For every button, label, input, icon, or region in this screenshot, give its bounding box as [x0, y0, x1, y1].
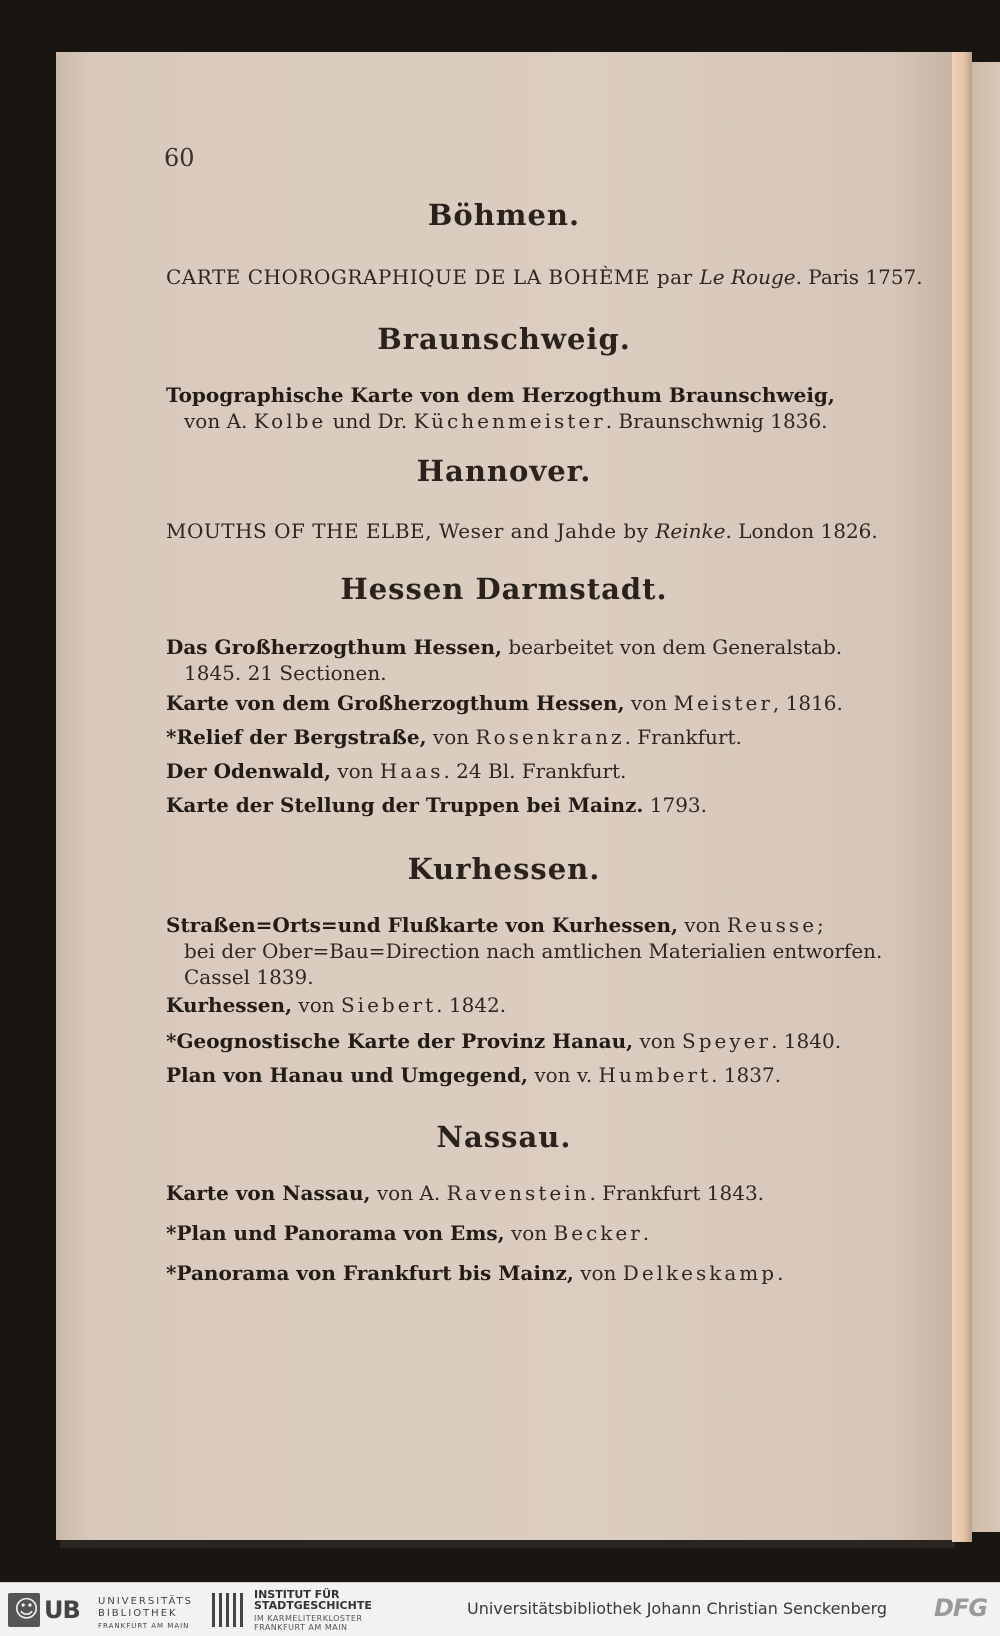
entry-text: . Frankfurt 1843.: [589, 1181, 765, 1205]
entry: [166, 634, 936, 686]
entry-text: .: [642, 1221, 650, 1245]
entry-text: von A.: [184, 409, 254, 433]
entry-text: Karte von dem Großherzogthum Hessen,: [166, 691, 625, 715]
entry-text: Kurhessen,: [166, 993, 293, 1017]
columns-icon: [210, 1589, 246, 1631]
entry-line: [166, 1261, 783, 1285]
isg-logo[interactable]: [210, 1589, 400, 1633]
entry: [166, 724, 936, 750]
isg-line1: INSTITUT FÜR: [254, 1588, 340, 1601]
entry-text: Ravenstein: [446, 1181, 590, 1205]
entry-text: . 1840.: [771, 1029, 842, 1053]
entry: [166, 382, 936, 434]
entry-text: . 1842.: [436, 993, 507, 1017]
dfg-logo[interactable]: DFG: [934, 1594, 988, 1622]
entry-text: Karte von Nassau,: [166, 1181, 371, 1205]
entry-text: von: [292, 993, 341, 1017]
entry-text: und Dr.: [326, 409, 414, 433]
entry-line: [166, 265, 923, 289]
isg-line3: IM KARMELITERKLOSTER: [254, 1614, 363, 1623]
entry-continuation: [166, 964, 936, 990]
section-title-kurhessen: Kurhessen.: [407, 852, 601, 886]
ub-line2: BIBLIOTHEK: [98, 1608, 178, 1619]
entry-text: . Paris 1757.: [795, 265, 923, 289]
entry-text: .: [777, 1261, 784, 1285]
section-title-boehmen: Böhmen.: [427, 198, 581, 232]
entry-text: *Relief der Bergstraße,: [166, 725, 427, 749]
section-title-hannover: Hannover.: [416, 454, 592, 488]
entry-line: [166, 1029, 841, 1053]
entry: [166, 690, 936, 716]
entry-text: Küchenmeister: [413, 409, 606, 433]
entry-text: *Plan und Panorama von Ems,: [166, 1221, 505, 1245]
isg-line4: FRANKFURT AM MAIN: [254, 1623, 348, 1632]
entry-text: MOUTHS OF THE ELBE, Weser and Jahde by: [166, 519, 656, 543]
entry-text: bei der Ober=Bau=Direction nach amtlichen Materialien entworfen.: [184, 939, 883, 963]
entry-text: . 24 Bl. Frankfurt.: [443, 759, 627, 783]
entry-continuation: [166, 408, 936, 434]
page-number: 60: [164, 144, 195, 172]
isg-title: [254, 1589, 372, 1611]
entry: [166, 264, 936, 290]
entry-line: [166, 1221, 649, 1245]
entry: [166, 1028, 936, 1054]
entry: [166, 992, 936, 1018]
ub-text: [98, 1596, 193, 1632]
entry-text: Das Großherzogthum Hessen,: [166, 635, 502, 659]
library-name: Universitätsbibliothek Johann Christian Senckenberg: [467, 1599, 888, 1618]
entry-text: von: [426, 725, 476, 749]
entry-line: [166, 913, 827, 937]
entry: [166, 758, 936, 784]
entry: [166, 518, 936, 544]
page-content: [56, 52, 952, 1540]
isg-subtitle: [254, 1614, 363, 1632]
entry-text: . Braunschwnig 1836.: [605, 409, 828, 433]
entry-text: Reinke: [655, 519, 726, 543]
entry-text: Siebert: [340, 993, 437, 1017]
entry-continuation: [166, 938, 936, 964]
entry-text: Topographische Karte von dem Herzogthum Braunschweig,: [166, 383, 835, 407]
entry-text: CARTE CHOROGRAPHIQUE DE LA BOHÈME par: [166, 265, 700, 289]
entry-text: Humbert: [598, 1063, 712, 1087]
entry-text: Rosenkranz: [475, 725, 625, 749]
entry-text: von v.: [527, 1063, 599, 1087]
entry-text: Reusse;: [726, 913, 827, 937]
ub-logo[interactable]: [8, 1593, 194, 1630]
entry-text: Delkeskamp: [622, 1261, 778, 1285]
ub-letters: UB: [44, 1596, 80, 1624]
entry-line: [166, 1063, 781, 1087]
entry-line: [166, 635, 842, 659]
entry-text: von: [677, 913, 727, 937]
entry-text: von: [573, 1261, 623, 1285]
entry-line: [166, 793, 707, 817]
ub-line1: UNIVERSITÄTS: [98, 1596, 194, 1607]
ub-line3: FRANKFURT AM MAIN: [98, 1622, 190, 1630]
entry: [166, 792, 936, 818]
entry-text: Straßen=Orts=und Flußkarte von Kurhessen,: [166, 913, 678, 937]
entry-text: . London 1826.: [725, 519, 878, 543]
entry: [166, 1220, 936, 1246]
goethe-portrait-icon: ☺: [8, 1593, 40, 1627]
entry-text: von: [624, 691, 674, 715]
entry-text: Der Odenwald,: [166, 759, 331, 783]
entry-line: [166, 725, 742, 749]
entry-text: Becker: [553, 1221, 643, 1245]
entry-text: Kolbe: [253, 409, 327, 433]
entry-continuation: [166, 660, 936, 686]
entry-text: von A.: [370, 1181, 447, 1205]
entry-text: Speyer: [682, 1029, 772, 1053]
entry-text: Cassel 1839.: [184, 965, 314, 989]
entry-text: . 1837.: [711, 1063, 782, 1087]
page-edge: [952, 52, 972, 1542]
entry-text: Le Rouge: [699, 265, 796, 289]
entry-text: von: [633, 1029, 683, 1053]
entry-text: von: [504, 1221, 554, 1245]
book-page: [56, 52, 952, 1540]
entry: [166, 912, 936, 990]
footer-bar: [0, 1582, 1000, 1636]
entry-text: Karte der Stellung der Truppen bei Mainz.: [166, 793, 644, 817]
entry-line: [166, 519, 878, 543]
section-title-braunschweig: Braunschweig.: [377, 322, 631, 356]
entry-text: Meister: [673, 691, 773, 715]
entry-text: 1793.: [643, 793, 708, 817]
entry-text: 1845. 21 Sectionen.: [184, 661, 387, 685]
entry-text: *Panorama von Frankfurt bis Mainz,: [166, 1261, 574, 1285]
entry-text: bearbeitet von dem Generalstab.: [501, 635, 843, 659]
entry: [166, 1062, 936, 1088]
entry-line: [166, 759, 626, 783]
entry-text: . Frankfurt.: [624, 725, 742, 749]
entry-line: [166, 993, 506, 1017]
entry-text: , 1816.: [772, 691, 843, 715]
section-title-nassau: Nassau.: [436, 1120, 572, 1154]
entry: [166, 1180, 936, 1206]
entry-line: [166, 383, 835, 407]
entry-line: [166, 1181, 764, 1205]
entry-line: [166, 691, 843, 715]
entry-text: Plan von Hanau und Umgegend,: [166, 1063, 528, 1087]
entry: [166, 1260, 936, 1286]
section-title-hessen-darmstadt: Hessen Darmstadt.: [340, 572, 668, 606]
entry-text: *Geognostische Karte der Provinz Hanau,: [166, 1029, 634, 1053]
isg-line2: STADTGESCHICHTE: [254, 1599, 372, 1612]
entry-text: Haas: [379, 759, 444, 783]
entry-text: von: [330, 759, 380, 783]
